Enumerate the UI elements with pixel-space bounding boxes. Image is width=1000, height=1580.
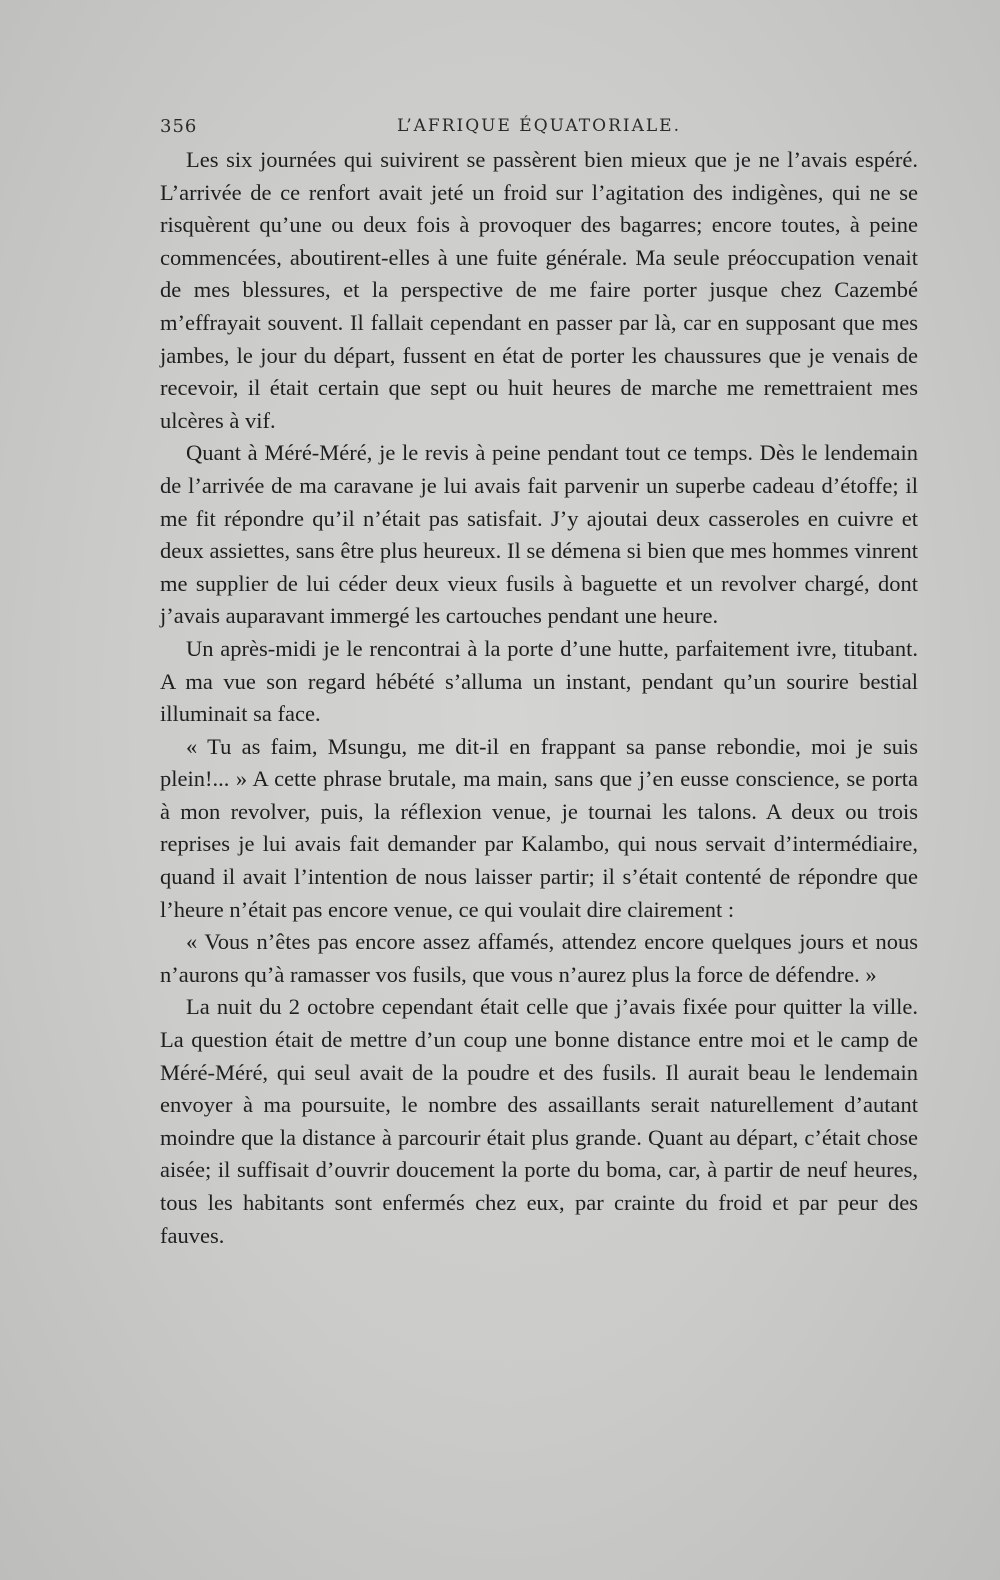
paragraph: Un après-midi je le rencontrai à la porte d’une hutte, parfaitement ivre, titubant. A ma vue son regard hébété s’alluma un instant, pendant qu’un sourire bestial illuminait sa face.	[160, 635, 918, 727]
running-title: L’AFRIQUE ÉQUATORIALE.	[397, 116, 681, 136]
body-text	[160, 144, 918, 1252]
paragraph: « Vous n’êtes pas encore assez affamés, attendez encore quelques jours et nous n’aurons qu’à ramasser vos fusils, que vous n’aurez plus la force de défendre. »	[160, 929, 918, 987]
page-number: 356	[160, 116, 198, 137]
paragraph: Quant à Méré-Méré, je le revis à peine pendant tout ce temps. Dès le lendemain de l’arrivée de ma caravane je lui avais fait parvenir un superbe cadeau d’étoffe; il me fit répondre qu’il n’était pas satisfait. J’y ajoutai deux casseroles en cuivre et deux assiettes, sans être plus heureux. Il se démena si bien que mes hommes vinrent me supplier de lui céder deux vieux fusils à baguette et un revolver chargé, dont j’avais auparavant immergé les cartouches pendant une heure.	[160, 440, 918, 629]
paragraph: La nuit du 2 octobre cependant était celle que j’avais fixée pour quitter la ville. La question était de mettre d’un coup une bonne distance entre moi et le camp de Méré-Méré, qui seul avait de la poudre et des fusils. Il aurait beau le lendemain envoyer à ma poursuite, le nombre des assaillants serait naturellement d’autant moindre que la distance à parcourir était plus grande. Quant au départ, c’était chose aisée; il suffisait d’ouvrir doucement la porte du boma, car, à partir de neuf heures, tous les habitants sont enfermés chez eux, par crainte du froid et par peur des fauves.	[160, 994, 918, 1248]
paragraph: Les six journées qui suivirent se passèrent bien mieux que je ne l’avais espéré. L’arrivée de ce renfort avait jeté un froid sur l’agitation des indigènes, qui ne se risquèrent qu’une ou deux fois à provoquer des bagarres; encore toutes, à peine commencées, aboutirent-elles à une fuite générale. Ma seule préoccupation venait de mes blessures, et la perspective de me faire porter jusque chez Cazembé m’effrayait souvent. Il fallait cependant en passer par là, car en supposant que mes jambes, le jour du départ, fussent en état de porter les chaussures que je venais de recevoir, il était certain que sept ou huit heures de marche me remettraient mes ulcères à vif.	[160, 147, 918, 433]
paragraph: « Tu as faim, Msungu, me dit-il en frappant sa panse rebondie, moi je suis plein!... » A cette phrase brutale, ma main, sans que j’en eusse conscience, se porta à mon revolver, puis, la réflexion venue, je tournai les talons. A deux ou trois reprises je lui avais fait demander par Kalambo, qui nous servait d’intermédiaire, quand il avait l’intention de nous laisser partir; il s’était contenté de répondre que l’heure n’était pas encore venue, ce qui voulait dire clairement :	[160, 733, 918, 922]
running-head	[160, 112, 918, 142]
